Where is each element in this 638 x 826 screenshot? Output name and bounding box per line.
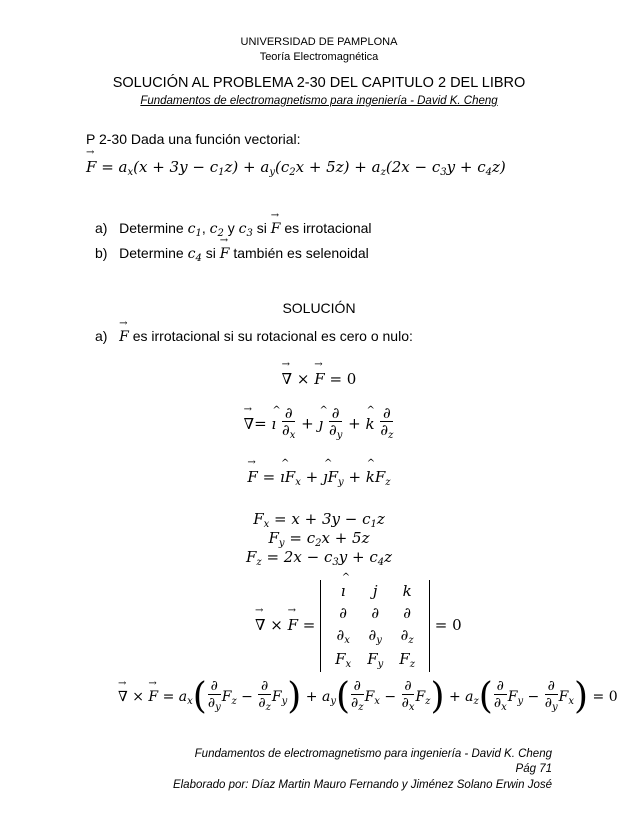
footer-book: Fundamentos de electromagnetismo para ingeniería - David K. Cheng: [194, 748, 552, 760]
item-a-y: y: [227, 220, 235, 236]
fy-equation: $F_y = c_2x + 5z$: [268, 529, 370, 549]
book-reference: Fundamentos de electromagnetismo para ingeniería - David K. Cheng: [140, 95, 498, 107]
footer-page: Pág 71: [515, 763, 552, 775]
solution-part-a: a) → F es irrotacional si su rotacional es cero o nulo:: [95, 328, 413, 345]
item-a-si: si: [256, 220, 267, 236]
item-b-end: también es selenoidal: [233, 245, 369, 261]
item-b-text: Determine: [119, 245, 184, 261]
document-title: SOLUCIÓN AL PROBLEMA 2-30 DEL CAPITULO 2 DEL LIBRO: [112, 75, 526, 91]
item-a-sep: ,: [201, 220, 206, 236]
fz-equation: $F_z = 2x - c_3y + c_4z$: [246, 548, 392, 568]
item-a-prefix: a): [95, 220, 108, 236]
course-name: Teoría Electromagnética: [259, 51, 379, 63]
part-a-text: es irrotacional si su rotacional es cero o nulo:: [132, 328, 413, 344]
fx-equation: $F_x = x + 3y - c_1z$: [253, 510, 385, 530]
item-a: a) Determine $c_1$, $c_2$ y $c_3$ si → F es irrotacional: [95, 220, 372, 239]
solution-heading: SOLUCIÓN: [282, 300, 356, 316]
item-b-si: si: [205, 245, 216, 261]
vector-function-equation: → $F = a_x(x + 3y - c_1z) + a_y(c_2x + 5z) + a_z(2x - c_3y + c_4z)$: [86, 158, 506, 178]
curl-zero-equation: → ∇ × → F = 0: [0, 370, 638, 388]
item-a-end: es irrotacional: [284, 220, 372, 236]
curl-expanded-equation: → ∇ × → $F = a_x$( $\frac{\partial}{\partial_y}$ $F_z$ − $\frac{\partial}{\partial_z}$ $F_y) + a_y$( $\frac{\partial}{\partial_z}$ $F_x$ − $\frac{\partial}{\partial_x}$ $F_z) + a_z$( $\frac{\partial}{\partial_x}$ $F_y$ − $\frac{\partial}{\partial_y}$ $F_x) = 0$: [118, 678, 618, 716]
university-name: UNIVERSIDAD DE PAMPLONA: [240, 36, 398, 48]
determinant-matrix: ^ ı j k ∂ ∂ ∂ $\partial_x$ $\partial_y$ $\partial_z$ $F_x$ $F_y$ $F_z$: [320, 580, 430, 672]
item-b-prefix: b): [95, 245, 108, 261]
vector-components-equation: → F = ^ $ıF_x$ + ^ $ȷF_y$ + ^ $kF_z$: [0, 468, 638, 488]
nabla-operator-equation: → ∇= ^ ı $\frac{\partial}{\partial_x}$ + ^ ȷ $\frac{\partial}{\partial_y}$ + ^ k $\frac{\partial}{\partial_z}$: [0, 405, 638, 444]
item-a-text: Determine: [119, 220, 184, 236]
part-a-prefix: a): [95, 328, 108, 344]
curl-determinant-equation: → ∇ × → F = ^ ı j k ∂ ∂ ∂ $\partial_x$ $\partial_y$ $\partial_z$ $F_x$ $F_y$ $F_z$ = 0: [255, 580, 462, 672]
problem-statement: P 2-30 Dada una función vectorial:: [86, 131, 301, 147]
footer-authors: Elaborado por: Díaz Martin Mauro Fernando y Jiménez Solano Erwin José: [172, 779, 552, 791]
item-b: b) Determine $c_4$ si → F también es selenoidal: [95, 245, 369, 264]
